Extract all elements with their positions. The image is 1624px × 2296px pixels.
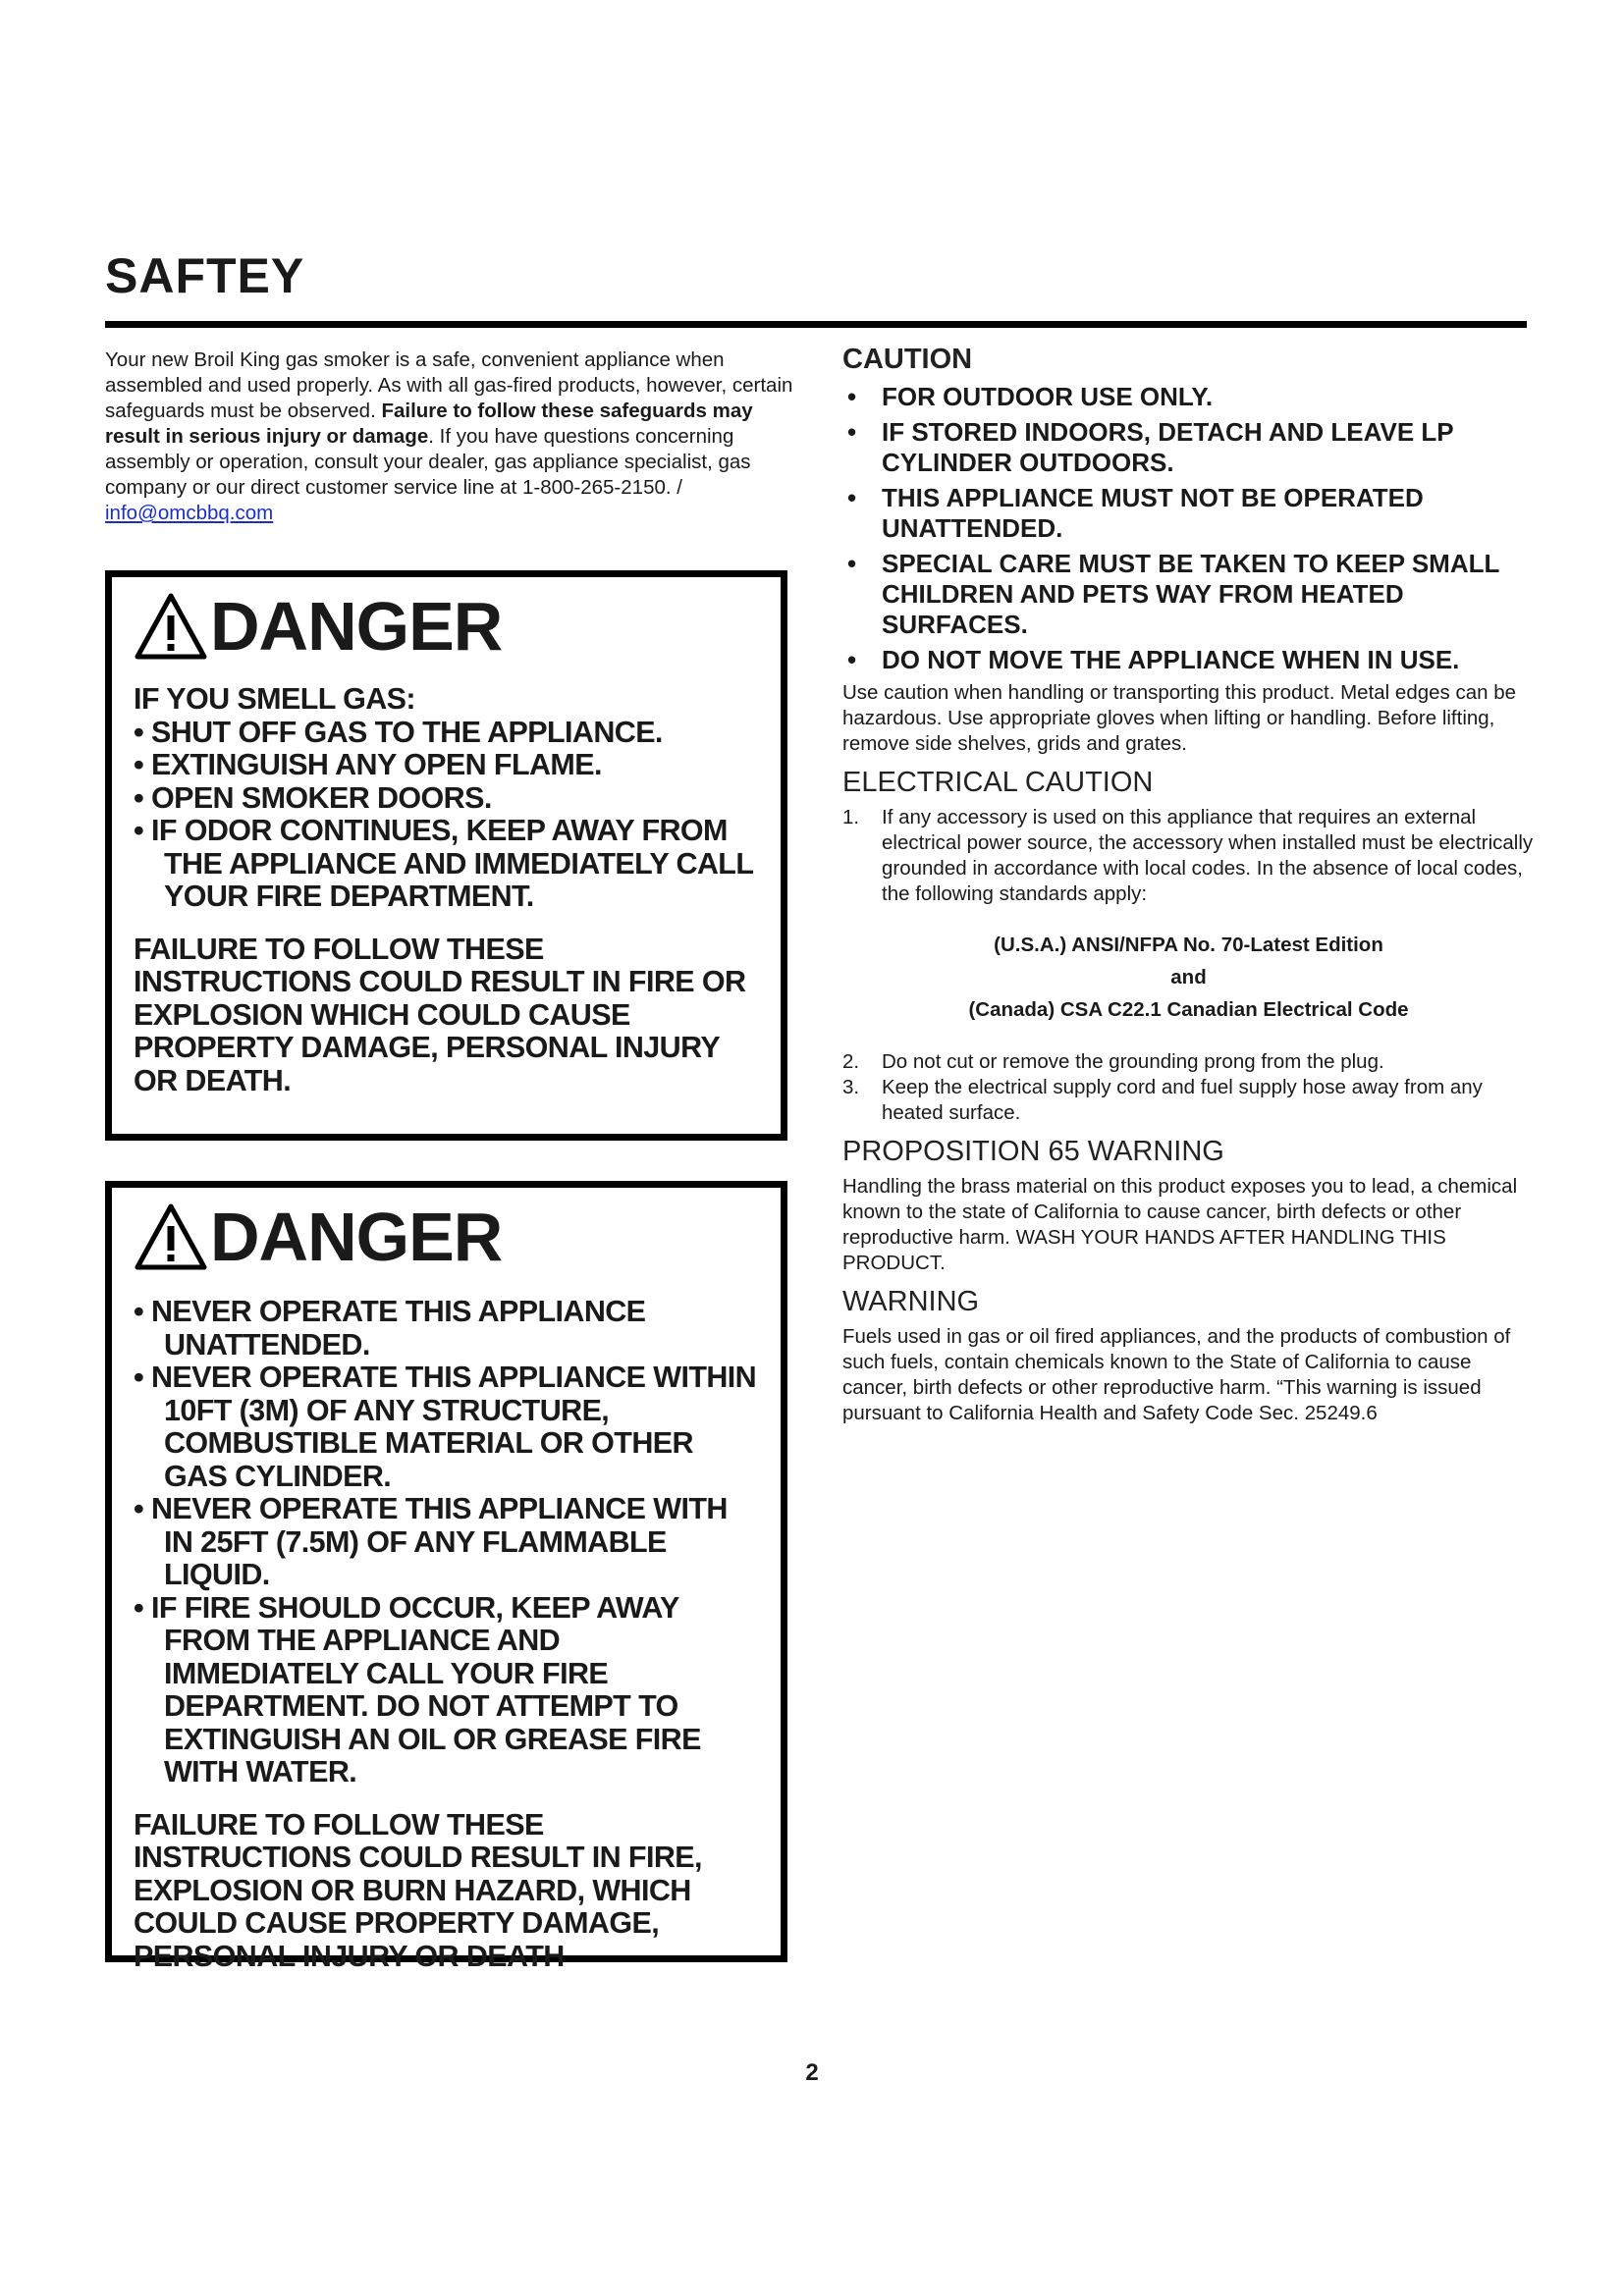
warning-text: Fuels used in gas or oil fired appliances, and the products of combustion of such fuels, contain chemicals known to the State of California to cause cancer, birth defects or other reproductive harm. “This warning is issued pursuant to California Health and Safety Code Sec. 25249.6 [842,1325,1511,1424]
danger-operation-text [134,1296,759,1973]
electrical-list-2 [842,1049,1535,1126]
item-text: Do not cut or remove the grounding prong from the plug. [882,1050,1384,1073]
electrical-heading: ELECTRICAL CAUTION [842,767,1154,798]
danger-box-operation [105,1181,787,1973]
standard-and: and [1170,966,1207,988]
danger-footer: FAILURE TO FOLLOW THESE INSTRUCTIONS COULD RESULT IN FIRE, EXPLOSION OR BURN HAZARD, WHICH COULD CAUSE PROPERTY DAMAGE, PERSONAL INJURY OR DEATH [134,1807,702,1973]
standard-usa: (U.S.A.) ANSI/NFPA No. 70-Latest Edition [994,934,1383,956]
caution-item: • THIS APPLIANCE MUST NOT BE OPERATED UNATTENDED. [842,483,1535,544]
danger-footer: FAILURE TO FOLLOW THESE INSTRUCTIONS COULD RESULT IN FIRE OR EXPLOSION WHICH COULD CAUSE PROPERTY DAMAGE, PERSONAL INJURY OR DEATH. [134,932,746,1097]
item-text: Keep the electrical supply cord and fuel supply hose away from any heated surface. [882,1076,1483,1124]
item-number: 2. [842,1050,860,1073]
danger-item: • IF ODOR CONTINUES, KEEP AWAY FROM THE APPLIANCE AND IMMEDIATELY CALL YOUR FIRE DEPARTMENT. [134,814,753,913]
title-rule [105,321,1527,328]
caution-item: • FOR OUTDOOR USE ONLY. [842,382,1535,412]
danger-item: • OPEN SMOKER DOORS. [134,780,492,815]
danger-heading: DANGER [210,588,503,665]
danger-gas-text [134,683,759,1097]
caution-item: • DO NOT MOVE THE APPLIANCE WHEN IN USE. [842,645,1535,675]
electrical-item [842,805,1535,907]
caution-list [842,382,1535,675]
danger-header [134,588,759,665]
spacer [134,914,759,934]
page-number: 2 [805,2059,819,2086]
email-link[interactable]: info@omcbbq.com [105,502,274,524]
spacer [134,1789,759,1809]
electrical-list-1 [842,805,1535,907]
caution-item: • SPECIAL CARE MUST BE TAKEN TO KEEP SMALL CHILDREN AND PETS WAY FROM HEATED SURFACES. [842,549,1535,640]
electrical-item [842,1075,1535,1126]
danger-header [134,1199,759,1275]
danger-lead: IF YOU SMELL GAS: [134,682,415,716]
danger-box-gas [105,570,787,1141]
prop65-text: Handling the brass material on this product exposes you to lead, a chemical known to the state of California to cause cancer, birth defects or other reproductive harm. WASH YOUR HANDS AFTER HANDLING THIS PRODUCT. [842,1175,1518,1274]
item-text: If any accessory is used on this appliance that requires an external electrical power source, the accessory when installed must be electrically grounded in accordance with local codes. In the absence of local codes, the following standards apply: [882,806,1534,905]
danger-item: • IF FIRE SHOULD OCCUR, KEEP AWAY FROM THE APPLIANCE AND IMMEDIATELY CALL YOUR FIRE DEPARTMENT. DO NOT ATTEMPT TO EXTINGUISH AN OIL OR GREASE FIRE WITH WATER. [134,1590,701,1789]
warning-triangle-icon [134,1202,208,1271]
warning-triangle-icon [134,592,208,661]
warning-heading: WARNING [842,1286,980,1317]
caution-item: • IF STORED INDOORS, DETACH AND LEAVE LP CYLINDER OUTDOORS. [842,417,1535,478]
intro-text-2: . If you have questions concerning assembly or operation, consult your dealer, gas appliance specialist, gas company or our direct customer service line at 1-800-265-2150. / [105,425,751,499]
danger-item: • SHUT OFF GAS TO THE APPLIANCE. [134,715,663,749]
danger-item: • NEVER OPERATE THIS APPLIANCE WITH IN 25FT (7.5M) OF ANY FLAMMABLE LIQUID. [134,1492,728,1591]
prop65-heading: PROPOSITION 65 WARNING [842,1136,1224,1167]
danger-heading: DANGER [210,1199,503,1275]
page-title: SAFTEY [105,248,305,303]
danger-item: • NEVER OPERATE THIS APPLIANCE UNATTENDED. [134,1295,646,1362]
item-number: 3. [842,1076,860,1098]
intro-text-1: Your new Broil King gas smoker is a safe, convenient appliance when assembled and used properly. As with all gas-fired products, however, certain safeguards must be observed. [105,348,793,422]
danger-item: • NEVER OPERATE THIS APPLIANCE WITHIN 10FT (3M) OF ANY STRUCTURE, COMBUSTIBLE MATERIAL OR OTHER GAS CYLINDER. [134,1361,757,1493]
intro-paragraph [105,347,804,526]
intro-bold: Failure to follow these safeguards may result in serious injury or damage [105,400,753,448]
electrical-standards [842,929,1535,1026]
electrical-item [842,1049,1535,1075]
caution-heading: CAUTION [842,344,973,375]
item-number: 1. [842,806,860,828]
right-column [842,344,1535,1426]
caution-text: Use caution when handling or transporting this product. Metal edges can be hazardous. Use appropriate gloves when lifting or handling. Before lifting, remove side shelves, grids and grates. [842,681,1517,755]
standard-canada: (Canada) CSA C22.1 Canadian Electrical Code [968,998,1409,1021]
danger-item: • EXTINGUISH ANY OPEN FLAME. [134,748,602,781]
